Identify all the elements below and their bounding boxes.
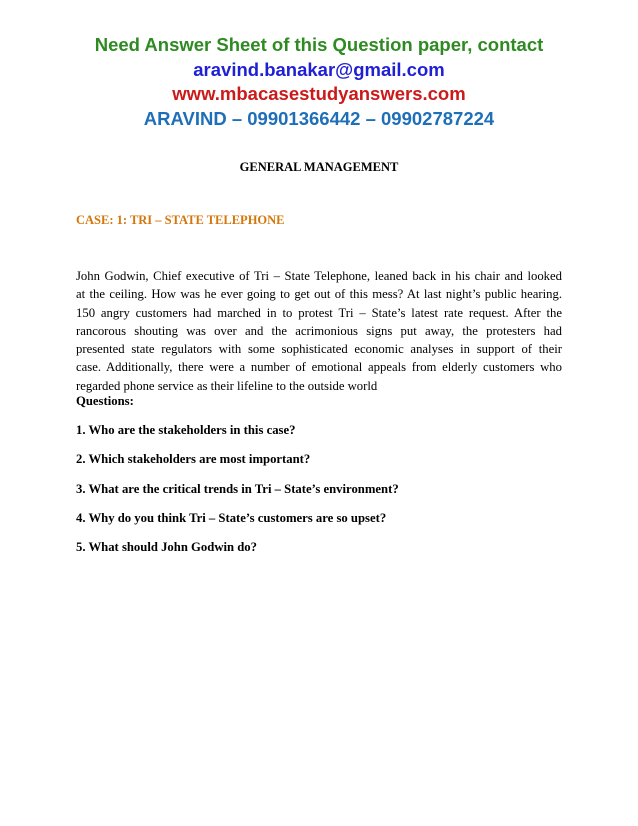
case-body-line: case. Additionally, there were a number of emotional appeals from elderly customers who [76,360,562,375]
contact-website[interactable]: www.mbacasestudyanswers.com [172,83,466,104]
document-title: GENERAL MANAGEMENT [239,160,399,174]
case-body [76,267,562,395]
contact-header [40,33,598,131]
question-item: 3. What are the critical trends in Tri – State’s environment? [76,481,399,496]
question-item: 1. Who are the stakeholders in this case? [76,423,296,438]
contact-phone: ARAVIND – 09901366442 – 09902787224 [143,107,495,129]
case-body-line: 150 angry customers had marched in to protest Tri – State’s latest rate request. After the [76,305,562,320]
questions-heading: Questions: [76,394,134,408]
case-title: CASE: 1: TRI – STATE TELEPHONE [76,213,285,227]
question-item: 5. What should John Godwin do? [76,539,257,554]
contact-notice: Need Answer Sheet of this Question paper, contact [94,34,544,55]
question-item: 2. Which stakeholders are most important? [76,452,311,467]
case-body-line: John Godwin, Chief executive of Tri – State Telephone, leaned back in his chair and looked [76,269,562,283]
case-body-line: presented state regulators with some sophisticated economic analyses in support of their [76,342,562,357]
case-body-line: regarded phone service as their lifeline to the outside world [76,378,378,393]
question-item: 4. Why do you think Tri – State’s customers are so upset? [76,510,387,525]
case-body-line: rancorous shouting was over and the acrimonious signs put away, the protesters had [76,323,562,338]
case-body-line: at the ceiling. How was he ever going to get out of this mess? At last night’s public hearing. [76,287,562,302]
questions-section [76,393,399,568]
contact-email[interactable]: aravind.banakar@gmail.com [193,58,445,80]
